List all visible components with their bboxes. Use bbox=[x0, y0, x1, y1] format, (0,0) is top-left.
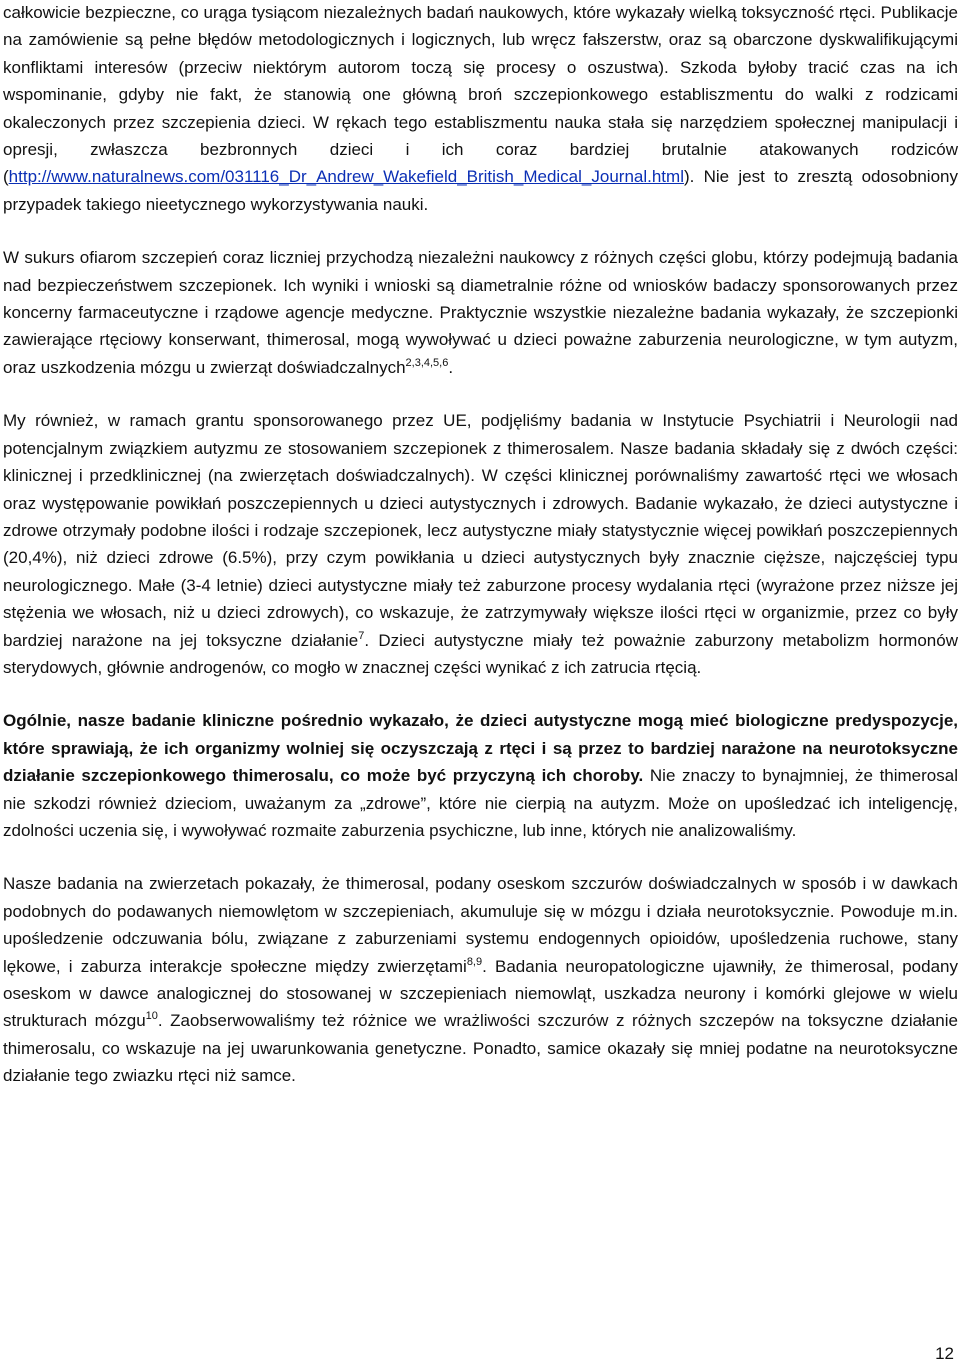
paragraph-3-text-a: My również, w ramach grantu sponsorowanego przez UE, podjęliśmy badania w Instytucie Psychiatrii i Neurologii nad potencjalnym związkiem autyzmu ze stosowaniem szczepionek z thimerosalem. Nasze badania składały się z dwóch części: klinicznej i przedklinicznej (na zwierzętach doświadczalnych). W części klinicznej porównaliśmy zawartość rtęci we włosach oraz występowanie powikłań poszczepiennych u dzieci autystycznych i zdrowych. Badanie wykazało, że dzieci autystyczne i zdrowe otrzymały podobne ilości i rodzaje szczepionek, lecz autystyczne miały statystycznie więcej powikłań poszczepiennych (20,4%), niż dzieci zdrowe (6.5%), przy czym powikłania u dzieci autystycznych były znacznie cięższe, najczęściej typu neurologicznego. Małe (3-4 letnie) dzieci autystyczne miały też zaburzone procesy wydalania rtęci (wyrażone przez niższe jej stężenia we włosach, niż u dzieci zdrowych), co wskazuje, że zatrzymywały większe ilości rtęci w organizmie, przez co były bardziej narażone na jej toksyczne działanie bbox=[3, 411, 958, 650]
paragraph-2 bbox=[3, 244, 958, 381]
paragraph-1-text-b: ). Nie jest to zresztą odosobniony przypadek takiego nieetycznego wykorzystywania nauki. bbox=[3, 167, 958, 214]
paragraph-4-bold-text: Ogólnie, nasze badanie kliniczne pośrednio wykazało, że dzieci autystyczne mogą mieć biologiczne predyspozycje, które sprawiają, że ich organizmy wolniej się oczyszczają z rtęci i są przez to bardziej narażone na neurotoksyczne działanie szczepionkowego thimerosalu, co może być przyczyną ich choroby. bbox=[3, 711, 958, 786]
paragraph-1-text-a: całkowicie bezpieczne, co urąga tysiącom niezależnych badań naukowych, które wykazały wielką toksyczność rtęci. Publikacje na zamówienie są pełne błędów metodologicznych i logicznych, lub wręcz fałszerstw, oraz są obarczone dyskwalifikującymi konfliktami interesów (przeciw niektórym autorom toczą się procesy o oszustwa). Szkoda byłoby tracić czas na ich wspominanie, gdyby nie fakt, że stanowią one główną broń szczepionkowego establiszmentu do walki z rodzicami okaleczonych przez szczepienia dzieci. W rękach tego establiszmentu nauka stała się narzędziem społecznej manipulacji i opresji, zwłaszcza bezbronnych dzieci i ich coraz bardziej brutalnie atakowanych rodziców ( bbox=[3, 3, 958, 187]
paragraph-2-text-b: . bbox=[448, 357, 454, 377]
paragraph-5-text-b: . Badania neuropatologiczne ujawniły, że thimerosal, podany oseskom w dawce analogicznej do stosowanej w szczepieniach niemowląt, uszkadza neurony i komórki glejowe w wielu strukturach mózgu bbox=[3, 956, 958, 1031]
paragraph-5-text-c: . Zaobserwowaliśmy też różnice we wrażliwości szczurów z różnych szczepów na toksyczne działanie thimerosalu, co wskazuje na jej uwarunkowania genetyczne. Ponadto, samice okazały się mniej podatne na neurotoksyczne działanie tego zwiazku rtęci niż samce. bbox=[3, 1011, 958, 1086]
paragraph-2-text-a: W sukurs ofiarom szczepień coraz liczniej przychodzą niezależni naukowcy z różnych części globu, którzy podejmują badania nad bezpieczeństwem szczepionek. Ich wyniki i wnioski są diametralnie różne od wniosków badaczy sponsorowanych przez koncerny farmaceutyczne i rządowe agencje medyczne. Praktycznie wszystkie niezależne badania wykazały, że szczepionki zawierające rtęciowy konserwant, thimerosal, mogą wywoływać u dzieci poważne zaburzenia neurologiczne, w tym autyzm, oraz uszkodzenia mózgu u zwierząt doświadczalnych bbox=[3, 248, 958, 377]
paragraph-4-text: Nie znaczy to bynajmniej, że thimerosal nie szkodzi również dzieciom, uważanym za „zdrowe”, które nie cierpią na autyzm. Może on upośledzać ich inteligencję, zdolności uczenia się, i wywoływać rozmaite zaburzenia psychiczne, lub inne, których nie analizowaliśmy. bbox=[3, 766, 958, 840]
paragraph-5-text-a: Nasze badania na zwierzetach pokazały, że thimerosal, podany oseskom szczurów doświadczalnych w sposób i w dawkach podobnych do podawanych niemowlętom w szczepieniach, akumuluje się w mózgu i działa neurotoksycznie. Powoduje m.in. upośledzenie odczuwania bólu, związane z zaburzeniami systemu endogennych opioidów, upośledzenia ruchowe, stany lękowe, i zaburza interakcje społeczne między zwierzętami bbox=[3, 874, 958, 976]
paragraph-3-text-b: . Dzieci autystyczne miały też poważnie zaburzony metabolizm hormonów sterydowych, głównie androgenów, co mogło w znacznej części wynikać z ich zatrucia rtęcią. bbox=[3, 630, 958, 677]
page-number: 12 bbox=[935, 1344, 954, 1363]
document-page bbox=[3, 0, 958, 1116]
paragraph-3 bbox=[3, 407, 958, 681]
footnote-ref-10: 10 bbox=[145, 1010, 158, 1023]
footnote-ref-7: 7 bbox=[358, 629, 365, 642]
naturalnews-link[interactable]: http://www.naturalnews.com/031116_Dr_Andrew_Wakefield_British_Medical_Journal.html bbox=[8, 167, 684, 187]
paragraph-4 bbox=[3, 707, 958, 844]
footnote-ref-2-6: 2,3,4,5,6 bbox=[405, 356, 449, 369]
paragraph-1 bbox=[3, 0, 958, 218]
footnote-ref-8-9: 8,9 bbox=[466, 955, 483, 968]
paragraph-5 bbox=[3, 870, 958, 1089]
